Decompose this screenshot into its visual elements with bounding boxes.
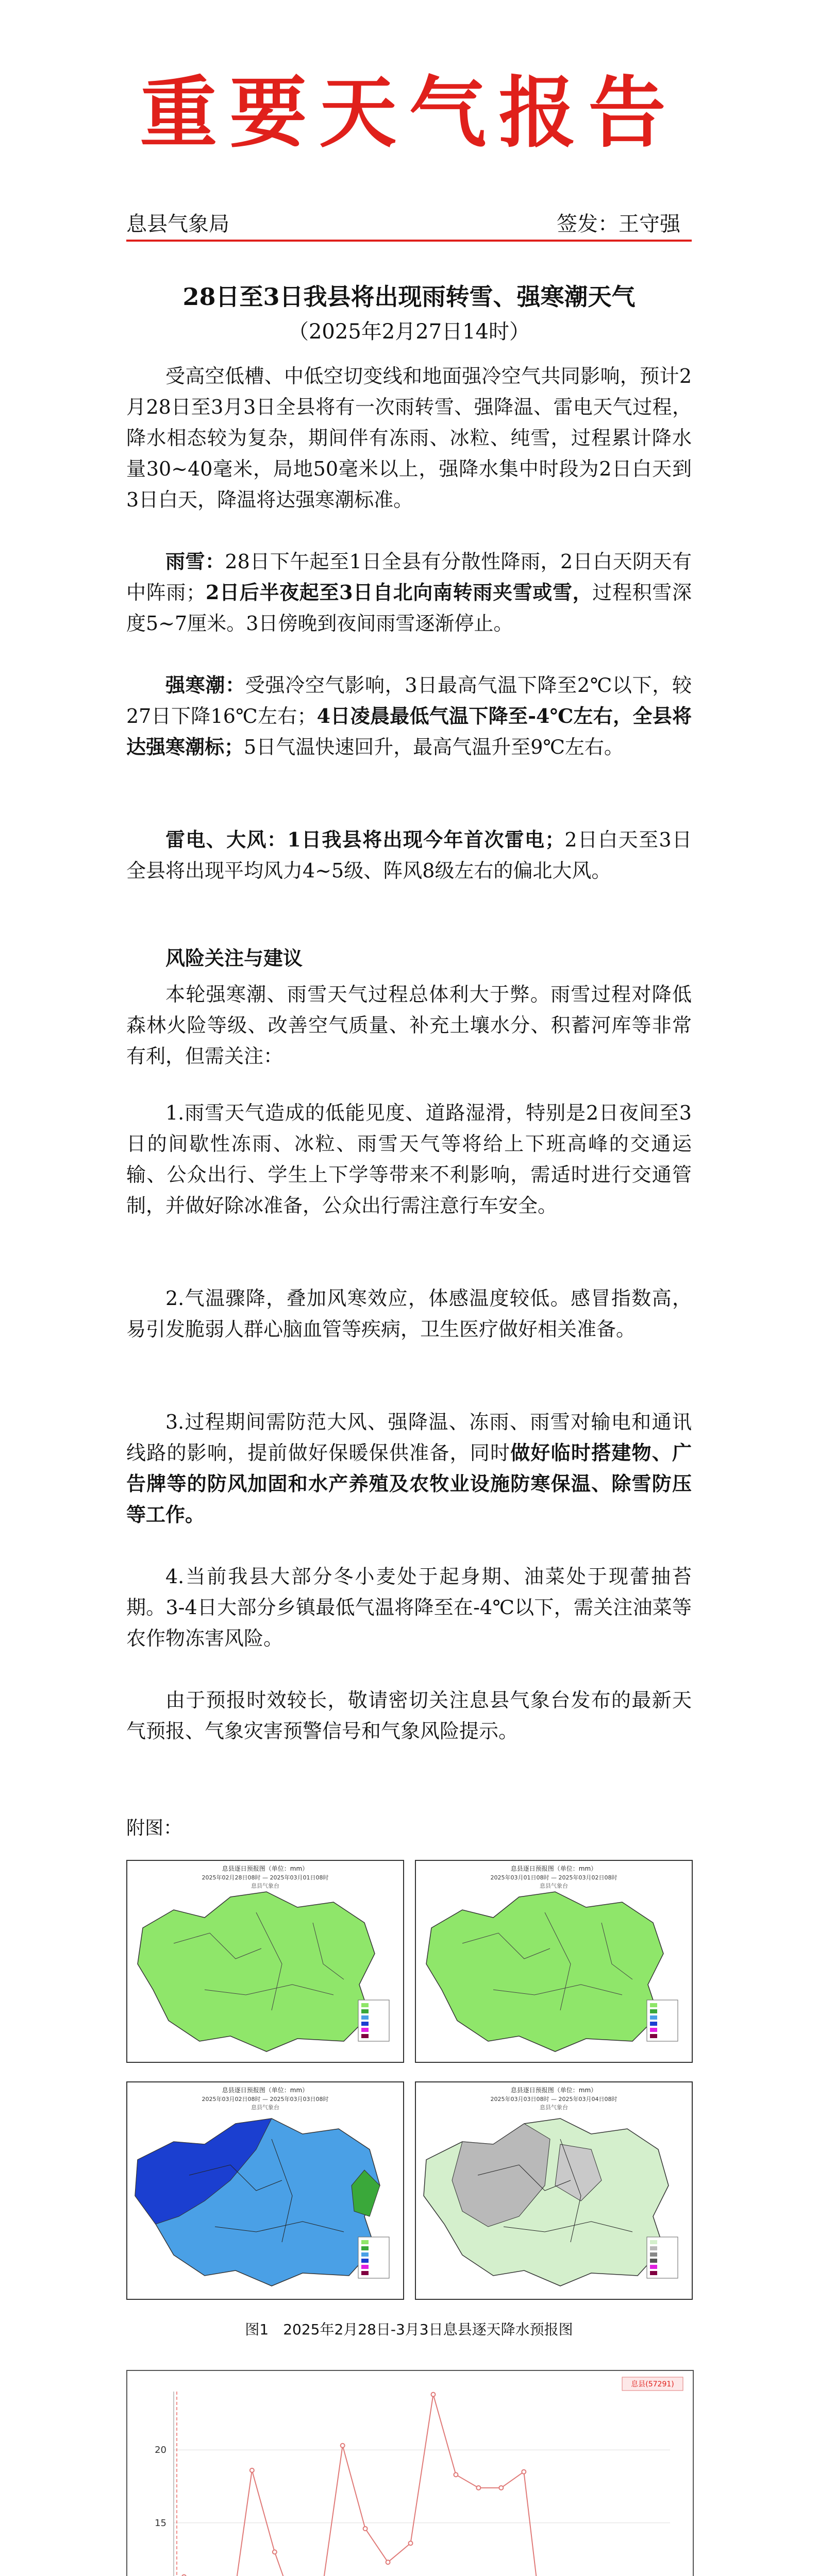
map-1-county-shape bbox=[127, 1861, 401, 2060]
temperature-chart bbox=[126, 2370, 694, 2576]
figure-1-caption: 图1 2025年2月28日-3月3日息县逐天降水预报图 bbox=[245, 2321, 573, 2338]
advice-item-4: 4.当前我县大部分冬小麦处于起身期、油菜处于现蕾抽苔期。3-4日大部分乡镇最低气温将降至在-4℃以下，需关注油菜等农作物冻害风险。 bbox=[126, 1565, 692, 1650]
appendix-label: 附图： bbox=[126, 1818, 182, 1839]
map-1-title: 息县逐日预报图（单位：mm） bbox=[222, 1865, 309, 1872]
cold-wave-text-a: 受强冷空气影响，3日最高气温下降至2℃以下，较27日下降16℃左右； bbox=[126, 674, 692, 727]
temperature-point bbox=[499, 2486, 503, 2490]
advice-item-3-b: 做好临时搭建物、广告牌等的防风加固和水产养殖及农牧业设施防寒保温、除雪防压等工作。 bbox=[126, 1441, 692, 1526]
y-tick-label: 20 bbox=[155, 2445, 166, 2456]
temperature-point bbox=[273, 2550, 277, 2554]
temperature-point bbox=[341, 2444, 345, 2448]
cold-wave-text-b: 4日凌晨最低气温下降至-4℃左右，全县将达强寒潮标； bbox=[126, 704, 692, 758]
map-2-title: 息县逐日预报图（单位：mm） bbox=[510, 1865, 597, 1872]
advice-item-3-a: 3.过程期间需防范大风、强降温、冻雨、雨雪对输电和通讯线路的影响，提前做好保暖保供准备，同时 bbox=[126, 1411, 692, 1464]
risk-intro: 本轮强寒潮、雨雪天气过程总体利大于弊。雨雪过程对降低森林火险等级、改善空气质量、补充土壤水分、积蓄河库等非常有利，但需关注： bbox=[126, 983, 692, 1067]
temperature-point bbox=[431, 2393, 435, 2397]
report-banner-title: 重要天气报告 bbox=[140, 69, 678, 158]
rain-snow-text-c: 过程积雪深度5~7厘米。3日傍晚到夜间雨雪逐渐停止。 bbox=[126, 581, 692, 635]
map-2-period: 2025年03月01日08时 — 2025年03月02日08时 bbox=[490, 1874, 617, 1881]
thunder-label: 雷电、大风： bbox=[165, 828, 288, 851]
precip-map-2 bbox=[415, 1860, 693, 2063]
map-4-region: 息县气象台 bbox=[540, 2104, 568, 2111]
map-3-title: 息县逐日预报图（单位：mm） bbox=[222, 2087, 309, 2094]
precip-map-3 bbox=[126, 2081, 404, 2300]
advice-item-1: 1.雨雪天气造成的低能见度、道路湿滑，特别是2日夜间至3日的间歇性冻雨、冰粒、雨雪天气等将给上下班高峰的交通运输、公众出行、学生上下学等带来不利影响，需适时进行交通管制，并做好除冰准备，公众出行需注意行车安全。 bbox=[126, 1101, 692, 1217]
map-3-county-shape bbox=[127, 2082, 401, 2297]
legend-label: 息县(57291) bbox=[631, 2380, 674, 2388]
intro-paragraph: 受高空低槽、中低空切变线和地面强冷空气共同影响，预计2月28日至3月3日全县将有一次雨转雪、强降温、雷电天气过程，降水相态较为复杂，期间伴有冻雨、冰粒、纯雪，过程累计降水量30~40毫米，局地50毫米以上，强降水集中时段为2日白天到3日白天，降温将达强寒潮标准。 bbox=[126, 365, 692, 511]
map-2-region: 息县气象台 bbox=[540, 1883, 568, 1889]
thunder-text-a: 1日我县将出现今年首次雷电； bbox=[287, 828, 565, 851]
temperature-point bbox=[522, 2470, 526, 2474]
map-3-period: 2025年03月02日08时 — 2025年03月03日08时 bbox=[202, 2096, 329, 2103]
advice-item-3 bbox=[126, 1406, 692, 1530]
cold-wave-text-c: 5日气温快速回升，最高气温升至9℃左右。 bbox=[244, 736, 624, 758]
cold-wave-paragraph bbox=[126, 670, 692, 762]
thunder-text-b: 2日白天至3日全县将出现平均风力4~5级、阵风8级左右的偏北大风。 bbox=[126, 828, 692, 882]
rain-snow-paragraph bbox=[126, 546, 692, 639]
temperature-point bbox=[454, 2472, 458, 2477]
cold-wave-label: 强寒潮： bbox=[165, 673, 245, 697]
signer: 签发：王守强 bbox=[557, 212, 680, 236]
issuing-office: 息县气象局 bbox=[126, 212, 229, 236]
y-tick-label: 15 bbox=[155, 2517, 166, 2529]
temperature-point bbox=[409, 2541, 413, 2545]
map-3-region: 息县气象台 bbox=[251, 2104, 279, 2111]
temperature-chart-svg bbox=[127, 2371, 691, 2576]
temperature-point bbox=[386, 2560, 390, 2564]
red-divider bbox=[126, 240, 692, 242]
issue-time: （2025年2月27日14时） bbox=[288, 320, 530, 344]
precip-map-1 bbox=[126, 1860, 404, 2063]
temperature-point bbox=[476, 2486, 480, 2490]
thunder-wind-paragraph bbox=[126, 824, 692, 886]
closing-note: 由于预报时效较长，敬请密切关注息县气象台发布的最新天气预报、气象灾害预警信号和气象风险提示。 bbox=[126, 1689, 692, 1742]
precip-map-4 bbox=[415, 2081, 693, 2300]
map-4-title: 息县逐日预报图（单位：mm） bbox=[510, 2087, 597, 2094]
map-4-county-shape bbox=[416, 2082, 690, 2297]
temperature-point bbox=[250, 2468, 254, 2472]
map-4-period: 2025年03月03日08时 — 2025年03月04日08时 bbox=[490, 2096, 617, 2103]
map-2-county-shape bbox=[416, 1861, 690, 2060]
temperature-point bbox=[363, 2527, 368, 2531]
map-1-period: 2025年02月28日08时 — 2025年03月01日08时 bbox=[202, 1874, 329, 1881]
rain-snow-text-a: 28日下午起至1日全县有分散性降雨，2日白天阴天有中阵雨； bbox=[126, 550, 692, 604]
risk-heading: 风险关注与建议 bbox=[165, 946, 303, 970]
advice-item-2: 2.气温骤降，叠加风寒效应，体感温度较低。感冒指数高，易引发脆弱人群心脑血管等疾病，卫生医疗做好相关准备。 bbox=[126, 1287, 692, 1341]
report-headline: 28日至3日我县将出现雨转雪、强寒潮天气 bbox=[182, 283, 636, 311]
rain-snow-label: 雨雪： bbox=[165, 550, 225, 573]
map-1-region: 息县气象台 bbox=[251, 1883, 279, 1889]
rain-snow-text-b: 2日后半夜起至3日自北向南转雨夹雪或雪， bbox=[206, 581, 593, 604]
temperature-series-line bbox=[184, 2395, 660, 2576]
